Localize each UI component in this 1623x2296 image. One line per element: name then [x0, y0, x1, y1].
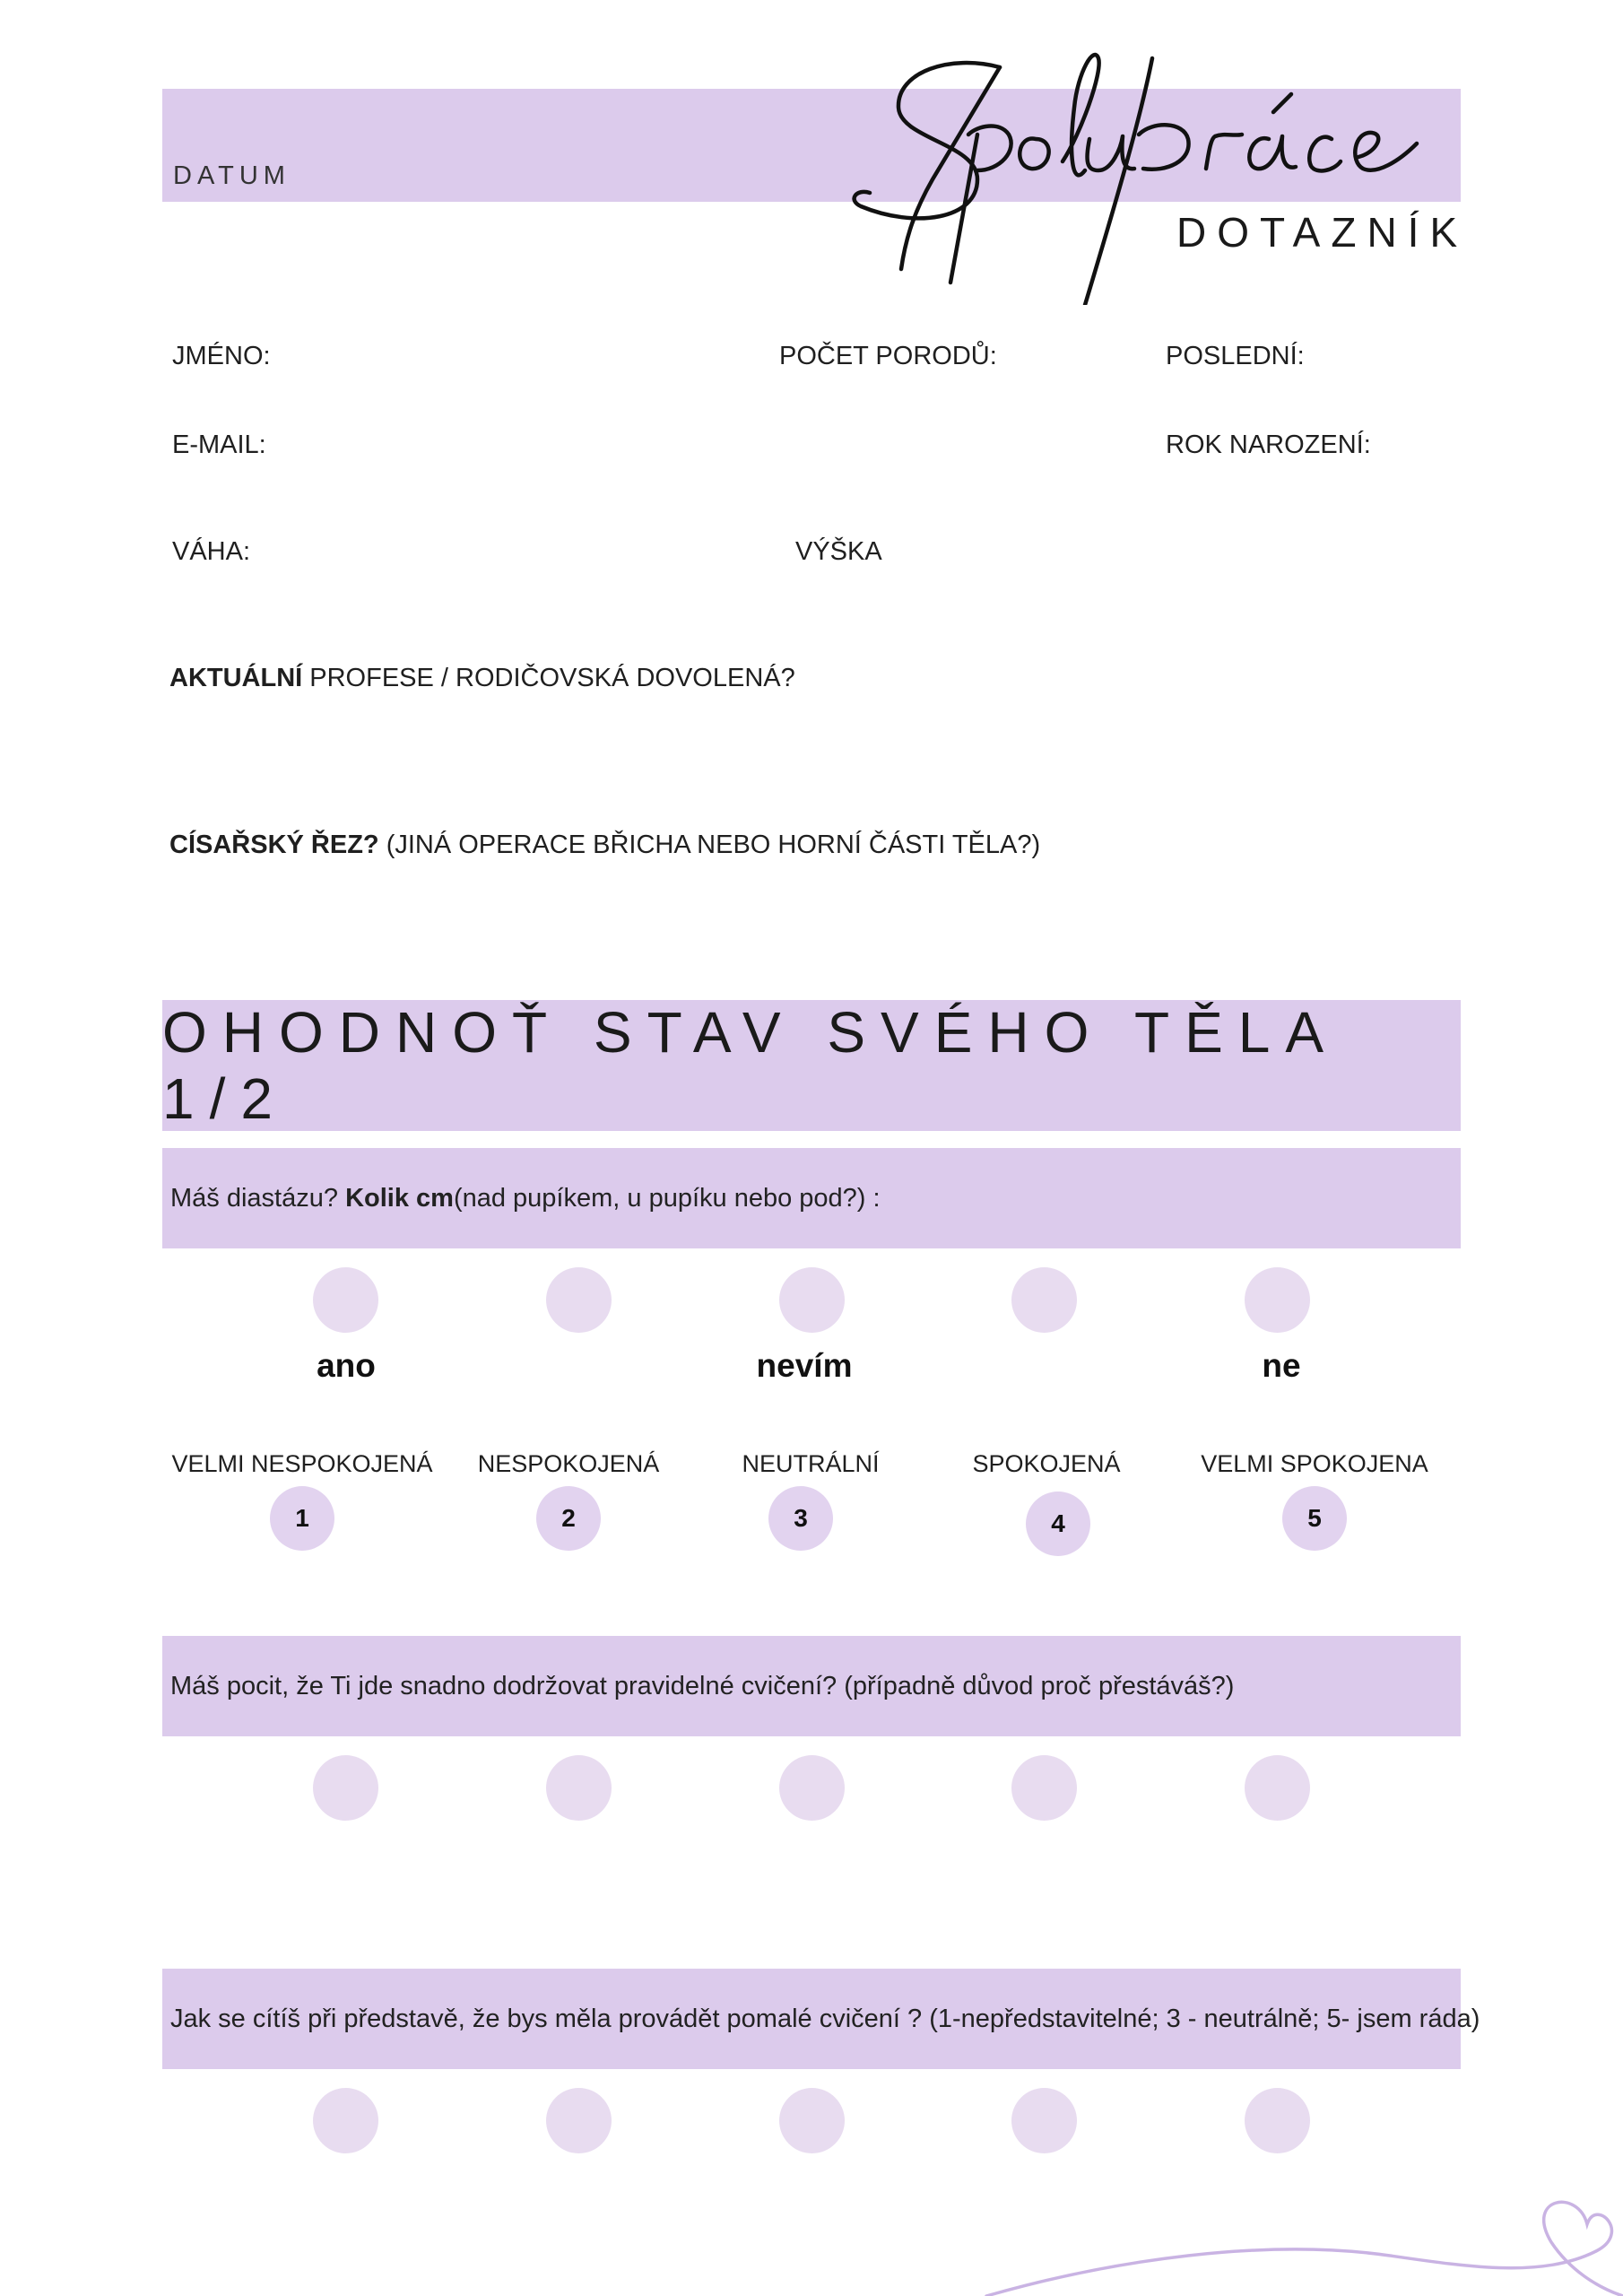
email-label: E-MAIL:	[172, 430, 266, 459]
question-2-band: Máš pocit, že Ti jde snadno dodržovat pravidelné cvičení? (případně důvod proč přestáváš?)	[162, 1636, 1461, 1736]
heart-swirl-decoration	[968, 2170, 1623, 2296]
question-1-band	[162, 1148, 1461, 1248]
question-3-band: Jak se cítíš při představě, že bys měla provádět pomalé cvičení ? (1-nepředstavitelné; 3 - neutrálně; 5- jsem ráda)	[162, 1969, 1461, 2069]
csection-rest: (JINÁ OPERACE BŘICHA NEBO HORNÍ ČÁSTI TĚLA?)	[378, 831, 1041, 859]
q2-option-5[interactable]	[1245, 1755, 1310, 1821]
name-label: JMÉNO:	[172, 342, 271, 370]
scale-number-2[interactable]: 2	[536, 1486, 601, 1551]
q1-bold: Kolik cm	[345, 1183, 454, 1213]
q3-option-4[interactable]	[1011, 2088, 1077, 2153]
scale-label-4: SPOKOJENÁ	[972, 1450, 1121, 1477]
last-birth-label: POSLEDNÍ:	[1166, 342, 1305, 370]
q2-option-3[interactable]	[779, 1755, 845, 1821]
weight-label: VÁHA:	[172, 537, 251, 566]
q3-option-2[interactable]	[546, 2088, 612, 2153]
q1-option-5[interactable]	[1245, 1267, 1310, 1333]
scale-number-3[interactable]: 3	[768, 1486, 833, 1551]
answer-no: ne	[1262, 1347, 1301, 1384]
title-script-logo	[843, 36, 1488, 305]
date-label: DATUM	[173, 161, 291, 190]
profession-bold: AKTUÁLNÍ	[169, 664, 303, 692]
answer-unknown: nevím	[756, 1347, 853, 1384]
q1-option-4[interactable]	[1011, 1267, 1077, 1333]
csection-question	[169, 831, 1040, 860]
profession-rest: PROFESE / RODIČOVSKÁ DOVOLENÁ?	[302, 664, 795, 692]
q1-post: (nad pupíkem, u pupíku nebo pod?) :	[453, 1183, 881, 1213]
section-title: OHODNOŤ STAV SVÉHO TĚLA 1/2	[162, 1000, 1461, 1131]
births-label: POČET PORODŮ:	[779, 342, 997, 370]
scale-label-5: VELMI SPOKOJENA	[1201, 1450, 1428, 1477]
profession-question	[169, 664, 795, 693]
q1-option-2[interactable]	[546, 1267, 612, 1333]
scale-label-2: NESPOKOJENÁ	[477, 1450, 660, 1477]
birth-year-label: ROK NAROZENÍ:	[1166, 430, 1371, 459]
q1-option-3[interactable]	[779, 1267, 845, 1333]
q3-option-1[interactable]	[313, 2088, 378, 2153]
scale-number-4[interactable]: 4	[1026, 1492, 1090, 1556]
height-label: VÝŠKA	[795, 537, 882, 566]
csection-bold: CÍSAŘSKÝ ŘEZ?	[169, 831, 379, 859]
scale-number-5[interactable]: 5	[1282, 1486, 1347, 1551]
q3-option-5[interactable]	[1245, 2088, 1310, 2153]
subtitle: DOTAZNÍK	[1176, 209, 1469, 256]
q2-option-4[interactable]	[1011, 1755, 1077, 1821]
q2-option-2[interactable]	[546, 1755, 612, 1821]
scale-number-1[interactable]: 1	[270, 1486, 334, 1551]
scale-label-1: VELMI NESPOKOJENÁ	[171, 1450, 433, 1477]
q1-option-1[interactable]	[313, 1267, 378, 1333]
answer-yes: ano	[317, 1347, 376, 1384]
q3-option-3[interactable]	[779, 2088, 845, 2153]
scale-label-3: NEUTRÁLNÍ	[742, 1450, 880, 1477]
q2-option-1[interactable]	[313, 1755, 378, 1821]
q1-pre: Máš diastázu?	[170, 1183, 338, 1213]
